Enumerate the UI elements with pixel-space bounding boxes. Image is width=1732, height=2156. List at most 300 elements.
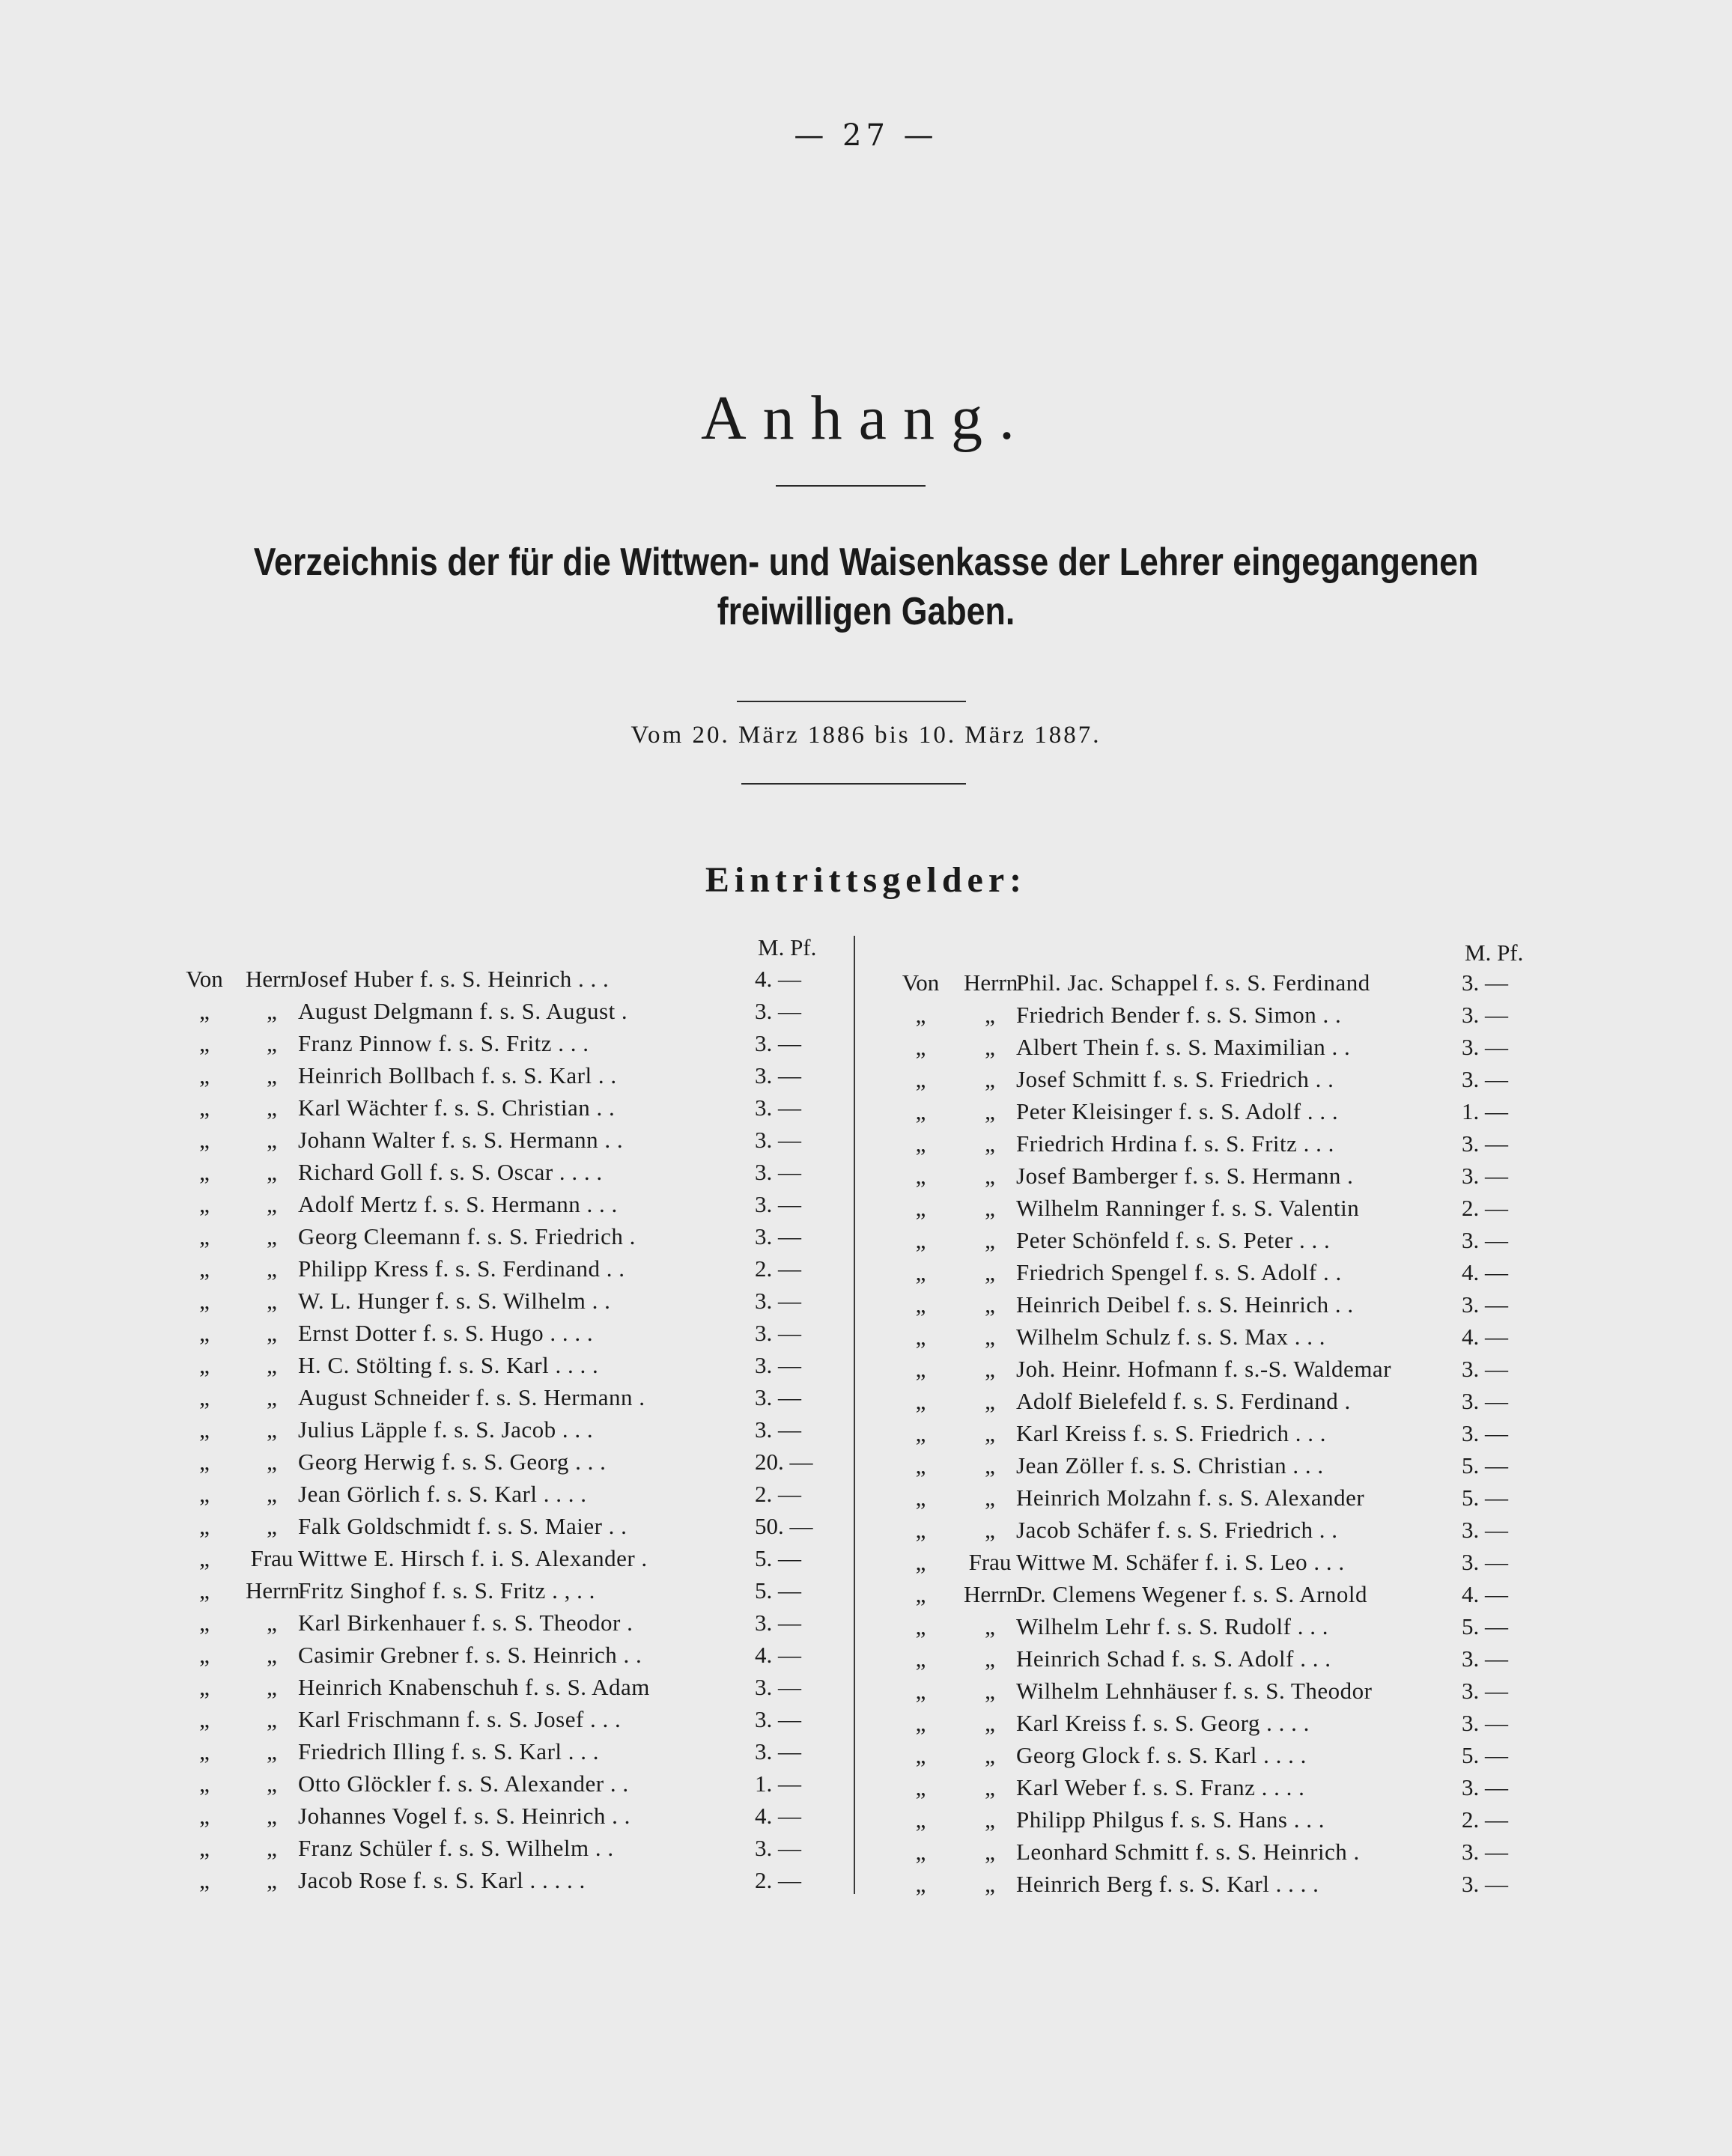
list-item — [163, 1352, 837, 1384]
entry-amount: 4. — — [755, 1803, 801, 1829]
entry-amount: 4. — — [1462, 1259, 1508, 1285]
entry-donor: Georg Glock f. s. S. Karl . . . . — [1016, 1742, 1307, 1768]
entry-donor: Jean Görlich f. s. S. Karl . . . . — [298, 1481, 587, 1507]
left-donor-list — [163, 966, 837, 1899]
list-item — [878, 1130, 1544, 1163]
entry-prefix-from: „ — [199, 1545, 210, 1571]
list-item — [878, 1774, 1544, 1806]
list-item — [163, 1416, 837, 1449]
title-rule — [776, 485, 926, 487]
entry-prefix — [878, 1452, 1016, 1479]
entry-donor: Friedrich Illing f. s. S. Karl . . . — [298, 1738, 600, 1764]
list-item — [163, 1577, 837, 1610]
entry-donor: Karl Wächter f. s. S. Christian . . — [298, 1094, 616, 1121]
entry-prefix — [878, 1388, 1016, 1415]
entry-prefix — [878, 1613, 1016, 1640]
entry-donor: Jacob Schäfer f. s. S. Friedrich . . — [1016, 1517, 1338, 1543]
list-item — [878, 1066, 1544, 1098]
entry-donor: August Delgmann f. s. S. August . — [298, 998, 628, 1024]
entry-prefix-title: „ — [985, 1742, 995, 1768]
entry-prefix-from: „ — [199, 1835, 210, 1861]
entry-prefix — [878, 1420, 1016, 1447]
entry-prefix — [163, 1803, 298, 1830]
entry-prefix-from: „ — [199, 998, 210, 1024]
entry-donor: Julius Läpple f. s. S. Jacob . . . — [298, 1416, 594, 1443]
entry-prefix-title: „ — [985, 1420, 995, 1446]
entry-amount: 3. — — [755, 1738, 801, 1764]
entry-donor: Adolf Mertz f. s. S. Hermann . . . — [298, 1191, 618, 1217]
entry-prefix-title: „ — [267, 998, 277, 1024]
entry-prefix — [878, 1066, 1016, 1093]
entry-prefix-title: „ — [985, 1034, 995, 1060]
entry-donor: Friedrich Hrdina f. s. S. Fritz . . . — [1016, 1130, 1334, 1157]
entry-prefix-from: „ — [199, 1674, 210, 1700]
entry-prefix — [878, 1356, 1016, 1383]
entry-prefix-title: „ — [985, 1871, 995, 1897]
entry-prefix-from: Von — [186, 966, 223, 992]
entry-prefix — [163, 1545, 298, 1572]
entry-donor: Adolf Bielefeld f. s. S. Ferdinand . — [1016, 1388, 1351, 1414]
list-item — [878, 1163, 1544, 1195]
entry-prefix-title: „ — [985, 1291, 995, 1318]
entry-amount: 3. — — [1462, 1645, 1508, 1672]
entry-prefix — [878, 1163, 1016, 1190]
entry-amount: 3. — — [1462, 1839, 1508, 1865]
entry-amount: 5. — — [1462, 1742, 1508, 1768]
list-item — [163, 1191, 837, 1223]
entry-prefix — [163, 1352, 298, 1379]
entry-prefix-title: „ — [985, 1324, 995, 1350]
entry-prefix-from: „ — [915, 1710, 926, 1736]
entry-amount: 3. — — [755, 1706, 801, 1732]
entry-prefix-title: „ — [267, 1127, 277, 1153]
entry-prefix — [878, 969, 1016, 996]
entry-prefix — [163, 998, 298, 1025]
entry-prefix-from: „ — [915, 1678, 926, 1704]
list-item — [163, 1320, 837, 1352]
right-column-header: M. Pf. — [1465, 940, 1524, 966]
entry-donor: Friedrich Bender f. s. S. Simon . . — [1016, 1002, 1342, 1028]
entry-amount: 3. — — [755, 1159, 801, 1185]
entry-donor: August Schneider f. s. S. Hermann . — [298, 1384, 645, 1410]
entry-prefix-title: „ — [267, 1191, 277, 1217]
entry-donor: Heinrich Knabenschuh f. s. S. Adam — [298, 1674, 650, 1700]
list-item — [163, 1867, 837, 1899]
entry-prefix-title: „ — [267, 1416, 277, 1443]
entry-amount: 3. — — [755, 1416, 801, 1443]
list-item — [163, 1513, 837, 1545]
entry-prefix-from: „ — [199, 1867, 210, 1893]
entry-prefix-from: „ — [199, 1288, 210, 1314]
list-item — [163, 1255, 837, 1288]
entry-donor: Karl Kreiss f. s. S. Friedrich . . . — [1016, 1420, 1327, 1446]
entry-prefix — [163, 1867, 298, 1894]
entry-prefix-title: „ — [267, 1094, 277, 1121]
entry-prefix-from: „ — [915, 1291, 926, 1318]
entry-amount: 3. — — [755, 1030, 801, 1056]
entry-amount: 3. — — [755, 1223, 801, 1249]
entry-amount: 3. — — [1462, 1356, 1508, 1382]
entry-prefix — [163, 1674, 298, 1701]
entry-prefix-from: „ — [915, 1034, 926, 1060]
entry-prefix-from: „ — [915, 1195, 926, 1221]
list-item — [878, 1484, 1544, 1517]
entry-donor: Phil. Jac. Schappel f. s. S. Ferdinand — [1016, 969, 1370, 996]
entry-prefix-title: Frau — [968, 1549, 1012, 1575]
entry-amount: 5. — — [755, 1577, 801, 1604]
entry-donor: Karl Birkenhauer f. s. S. Theodor . — [298, 1610, 633, 1636]
list-item — [163, 1384, 837, 1416]
entry-amount: 4. — — [1462, 1324, 1508, 1350]
entry-prefix-title: „ — [267, 1223, 277, 1249]
list-item — [163, 1835, 837, 1867]
list-item — [878, 1710, 1544, 1742]
entry-donor: Albert Thein f. s. S. Maximilian . . — [1016, 1034, 1351, 1060]
entry-prefix-from: „ — [915, 1324, 926, 1350]
entry-prefix-title: „ — [985, 1806, 995, 1833]
entry-prefix — [163, 1706, 298, 1733]
entry-prefix — [163, 1062, 298, 1089]
list-item — [163, 1030, 837, 1062]
entry-amount: 3. — — [1462, 1678, 1508, 1704]
list-item — [878, 1356, 1544, 1388]
list-item — [878, 969, 1544, 1002]
entry-donor: Peter Kleisinger f. s. S. Adolf . . . — [1016, 1098, 1339, 1124]
entry-prefix — [163, 1159, 298, 1186]
entry-prefix-from: „ — [199, 1320, 210, 1346]
list-item — [878, 1839, 1544, 1871]
entry-donor: Jacob Rose f. s. S. Karl . . . . . — [298, 1867, 586, 1893]
entry-prefix — [878, 1645, 1016, 1672]
entry-amount: 3. — — [1462, 1420, 1508, 1446]
entry-amount: 3. — — [1462, 1710, 1508, 1736]
entry-prefix-title: „ — [985, 1066, 995, 1092]
entry-prefix-title: „ — [267, 1738, 277, 1764]
entry-prefix — [163, 1127, 298, 1154]
entry-amount: 3. — — [1462, 1549, 1508, 1575]
list-heading — [121, 538, 1611, 636]
entry-prefix — [878, 1130, 1016, 1157]
entry-prefix-title: „ — [267, 1481, 277, 1507]
entry-donor: Heinrich Molzahn f. s. S. Alexander — [1016, 1484, 1365, 1511]
entry-prefix-title: „ — [267, 1449, 277, 1475]
entry-amount: 4. — — [755, 1642, 801, 1668]
list-item — [163, 1288, 837, 1320]
list-item — [163, 966, 837, 998]
entry-donor: Richard Goll f. s. S. Oscar . . . . — [298, 1159, 603, 1185]
list-heading-line-2: freiwilligen Gaben. — [717, 590, 1015, 633]
entry-prefix-title: „ — [267, 1803, 277, 1829]
list-item — [878, 1420, 1544, 1452]
list-item — [878, 1324, 1544, 1356]
entry-prefix — [878, 1742, 1016, 1769]
entry-donor: Ernst Dotter f. s. S. Hugo . . . . — [298, 1320, 594, 1346]
entry-amount: 3. — — [755, 1062, 801, 1088]
list-item — [163, 1062, 837, 1094]
list-item — [878, 1613, 1544, 1645]
entry-donor: H. C. Stölting f. s. S. Karl . . . . — [298, 1352, 599, 1378]
list-item — [878, 1098, 1544, 1130]
entry-amount: 3. — — [1462, 1774, 1508, 1800]
entry-donor: Dr. Clemens Wegener f. s. S. Arnold — [1016, 1581, 1368, 1607]
entry-prefix-from: „ — [915, 1066, 926, 1092]
entry-prefix-from: „ — [199, 1384, 210, 1410]
list-item — [163, 1674, 837, 1706]
entry-donor: Heinrich Bollbach f. s. S. Karl . . — [298, 1062, 617, 1088]
entry-prefix — [878, 1324, 1016, 1350]
entry-prefix-from: „ — [915, 1645, 926, 1672]
entry-prefix-title: „ — [985, 1227, 995, 1253]
entry-prefix — [878, 1259, 1016, 1286]
entry-prefix-title: „ — [267, 1320, 277, 1346]
entry-amount: 3. — — [755, 1352, 801, 1378]
entry-prefix-from: „ — [199, 1706, 210, 1732]
entry-amount: 5. — — [1462, 1484, 1508, 1511]
entry-prefix-title: „ — [267, 1062, 277, 1088]
list-item — [163, 1642, 837, 1674]
entry-prefix-title: „ — [267, 1255, 277, 1282]
entry-prefix-title: „ — [267, 1867, 277, 1893]
entry-prefix — [163, 1449, 298, 1476]
entry-donor: Peter Schönfeld f. s. S. Peter . . . — [1016, 1227, 1331, 1253]
left-column-header: M. Pf. — [758, 934, 817, 960]
entry-donor: Philipp Kress f. s. S. Ferdinand . . — [298, 1255, 625, 1282]
entry-prefix — [163, 1384, 298, 1411]
entry-prefix-title: „ — [985, 1774, 995, 1800]
list-item — [878, 1581, 1544, 1613]
entry-prefix-from: „ — [199, 1738, 210, 1764]
list-item — [163, 1127, 837, 1159]
entry-prefix-from: „ — [915, 1581, 926, 1607]
entry-prefix-from: „ — [199, 1416, 210, 1443]
entry-prefix — [878, 1195, 1016, 1222]
entry-donor: Wilhelm Lehnhäuser f. s. S. Theodor — [1016, 1678, 1373, 1704]
entry-prefix — [163, 1094, 298, 1121]
entry-donor: Karl Frischmann f. s. S. Josef . . . — [298, 1706, 622, 1732]
list-item — [163, 1223, 837, 1255]
list-item — [163, 1738, 837, 1770]
entry-prefix — [163, 966, 298, 993]
entry-prefix-from: „ — [199, 1191, 210, 1217]
entry-prefix-from: „ — [199, 1030, 210, 1056]
list-item — [163, 1706, 837, 1738]
entry-prefix-from: „ — [915, 1259, 926, 1285]
entry-amount: 3. — — [755, 1384, 801, 1410]
entry-prefix-from: Von — [902, 969, 940, 996]
list-item — [878, 1871, 1544, 1903]
entry-prefix-title: „ — [985, 1517, 995, 1543]
entry-prefix-from: „ — [199, 1094, 210, 1121]
entry-prefix-from: „ — [915, 1452, 926, 1479]
entry-prefix-from: „ — [915, 1484, 926, 1511]
entry-prefix-title: „ — [267, 1770, 277, 1797]
entry-prefix-from: „ — [199, 1577, 210, 1604]
entry-prefix-from: „ — [199, 1770, 210, 1797]
entry-prefix — [163, 1738, 298, 1765]
entry-donor: W. L. Hunger f. s. S. Wilhelm . . — [298, 1288, 611, 1314]
column-divider — [854, 936, 855, 1894]
entry-donor: Friedrich Spengel f. s. S. Adolf . . — [1016, 1259, 1342, 1285]
entry-donor: Karl Weber f. s. S. Franz . . . . — [1016, 1774, 1305, 1800]
entry-amount: 3. — — [1462, 1227, 1508, 1253]
entry-prefix-from: „ — [915, 1420, 926, 1446]
entry-donor: Leonhard Schmitt f. s. S. Heinrich . — [1016, 1839, 1360, 1865]
entry-prefix-title: „ — [985, 1098, 995, 1124]
list-item — [878, 1678, 1544, 1710]
list-item — [878, 1195, 1544, 1227]
appendix-title: Anhang. — [701, 383, 1031, 453]
entry-amount: 5. — — [1462, 1613, 1508, 1639]
entry-prefix-title: Frau — [250, 1545, 294, 1571]
entry-prefix-title: Herrn — [964, 1581, 1018, 1607]
entry-prefix-title: „ — [267, 1610, 277, 1636]
entry-prefix-title: „ — [985, 1484, 995, 1511]
list-item — [878, 1002, 1544, 1034]
entry-prefix-from: „ — [915, 1613, 926, 1639]
entry-prefix-title: „ — [985, 1163, 995, 1189]
entry-prefix-from: „ — [915, 1163, 926, 1189]
entry-donor: Wilhelm Schulz f. s. S. Max . . . — [1016, 1324, 1326, 1350]
entry-amount: 2. — — [755, 1867, 801, 1893]
entry-donor: Fritz Singhof f. s. S. Fritz . , . . — [298, 1577, 595, 1604]
entry-prefix-title: „ — [267, 1384, 277, 1410]
entry-prefix-title: „ — [985, 1710, 995, 1736]
entry-donor: Falk Goldschmidt f. s. S. Maier . . — [298, 1513, 628, 1539]
entry-prefix-title: Herrn — [246, 966, 300, 992]
entry-donor: Johann Walter f. s. S. Hermann . . — [298, 1127, 624, 1153]
entry-prefix — [163, 1770, 298, 1797]
list-item — [878, 1742, 1544, 1774]
entry-amount: 5. — — [755, 1545, 801, 1571]
entry-amount: 2. — — [1462, 1195, 1508, 1221]
entry-prefix-title: „ — [985, 1002, 995, 1028]
entry-donor: Franz Schüler f. s. S. Wilhelm . . — [298, 1835, 614, 1861]
entry-prefix — [163, 1255, 298, 1282]
entry-amount: 5. — — [1462, 1452, 1508, 1479]
entry-amount: 20. — — [755, 1449, 813, 1475]
entry-donor: Josef Bamberger f. s. S. Hermann . — [1016, 1163, 1354, 1189]
entry-prefix-from: „ — [915, 1806, 926, 1833]
entry-prefix-from: „ — [915, 1871, 926, 1897]
date-range: Vom 20. März 1886 bis 10. März 1887. — [630, 722, 1102, 749]
list-item — [878, 1806, 1544, 1839]
entry-prefix — [878, 1034, 1016, 1061]
entry-prefix — [163, 1223, 298, 1250]
entry-prefix-from: „ — [199, 1255, 210, 1282]
entry-donor: Josef Schmitt f. s. S. Friedrich . . — [1016, 1066, 1334, 1092]
list-item — [878, 1259, 1544, 1291]
entry-donor: Jean Zöller f. s. S. Christian . . . — [1016, 1452, 1324, 1479]
entry-amount: 3. — — [755, 1835, 801, 1861]
entry-amount: 3. — — [755, 1094, 801, 1121]
entry-prefix — [878, 1774, 1016, 1801]
entry-prefix-title: „ — [267, 1513, 277, 1539]
entry-prefix-from: „ — [915, 1517, 926, 1543]
entry-amount: 3. — — [755, 998, 801, 1024]
entry-prefix — [878, 1806, 1016, 1833]
entry-prefix — [878, 1678, 1016, 1705]
entry-prefix-title: „ — [985, 1613, 995, 1639]
entry-donor: Georg Cleemann f. s. S. Friedrich . — [298, 1223, 636, 1249]
entry-amount: 3. — — [755, 1320, 801, 1346]
entry-prefix-title: Herrn — [246, 1577, 300, 1604]
entry-prefix — [878, 1871, 1016, 1898]
entry-prefix-from: „ — [199, 1223, 210, 1249]
entry-prefix — [163, 1610, 298, 1636]
entry-amount: 3. — — [1462, 969, 1508, 996]
entry-prefix-from: „ — [915, 1002, 926, 1028]
entry-amount: 3. — — [1462, 1066, 1508, 1092]
entry-prefix-from: „ — [199, 1513, 210, 1539]
entry-amount: 4. — — [1462, 1581, 1508, 1607]
entry-prefix — [878, 1581, 1016, 1608]
entry-prefix — [163, 1835, 298, 1862]
entry-amount: 3. — — [755, 1674, 801, 1700]
entry-prefix — [878, 1484, 1016, 1511]
list-item — [878, 1034, 1544, 1066]
list-item — [878, 1517, 1544, 1549]
list-item — [163, 1545, 837, 1577]
entry-prefix-title: „ — [985, 1645, 995, 1672]
entry-prefix — [878, 1710, 1016, 1737]
entry-amount: 3. — — [755, 1127, 801, 1153]
entry-donor: Heinrich Berg f. s. S. Karl . . . . — [1016, 1871, 1319, 1897]
section-title: Eintrittsgelder: — [705, 860, 1027, 900]
entry-prefix-from: „ — [915, 1839, 926, 1865]
entry-prefix-title: „ — [267, 1030, 277, 1056]
entry-prefix-from: „ — [199, 1642, 210, 1668]
entry-prefix-title: „ — [985, 1356, 995, 1382]
entry-amount: 3. — — [1462, 1130, 1508, 1157]
right-donor-list — [878, 969, 1544, 1903]
entry-amount: 3. — — [1462, 1002, 1508, 1028]
entry-donor: Heinrich Deibel f. s. S. Heinrich . . — [1016, 1291, 1354, 1318]
entry-prefix-title: „ — [985, 1452, 995, 1479]
entry-prefix — [878, 1291, 1016, 1318]
entry-prefix-from: „ — [199, 1352, 210, 1378]
entry-prefix-title: „ — [267, 1159, 277, 1185]
entry-donor: Karl Kreiss f. s. S. Georg . . . . — [1016, 1710, 1310, 1736]
entry-amount: 3. — — [755, 1191, 801, 1217]
entry-donor: Georg Herwig f. s. S. Georg . . . — [298, 1449, 607, 1475]
entry-amount: 3. — — [1462, 1871, 1508, 1897]
list-item — [878, 1549, 1544, 1581]
entry-prefix-title: „ — [267, 1674, 277, 1700]
list-heading-line-1: Verzeichnis der für die Wittwen- und Waisenkasse der Lehrer eingegangenen — [253, 540, 1479, 584]
entry-prefix — [163, 1191, 298, 1218]
entry-amount: 1. — — [1462, 1098, 1508, 1124]
entry-prefix-from: „ — [915, 1098, 926, 1124]
entry-amount: 3. — — [1462, 1034, 1508, 1060]
entry-prefix-title: „ — [267, 1352, 277, 1378]
entry-prefix-title: Herrn — [964, 969, 1018, 996]
entry-amount: 1. — — [755, 1770, 801, 1797]
entry-prefix — [878, 1839, 1016, 1866]
entry-amount: 3. — — [755, 1288, 801, 1314]
list-item — [163, 1481, 837, 1513]
entry-prefix-from: „ — [199, 1062, 210, 1088]
entry-prefix-from: „ — [199, 1449, 210, 1475]
list-item — [878, 1291, 1544, 1324]
entry-prefix-title: „ — [985, 1839, 995, 1865]
entry-donor: Wilhelm Ranninger f. s. S. Valentin — [1016, 1195, 1360, 1221]
entry-prefix — [163, 1513, 298, 1540]
entry-amount: 3. — — [1462, 1388, 1508, 1414]
entry-prefix-from: „ — [199, 1127, 210, 1153]
entry-prefix-title: „ — [985, 1195, 995, 1221]
entry-prefix-from: „ — [915, 1356, 926, 1382]
entry-donor: Philipp Philgus f. s. S. Hans . . . — [1016, 1806, 1325, 1833]
